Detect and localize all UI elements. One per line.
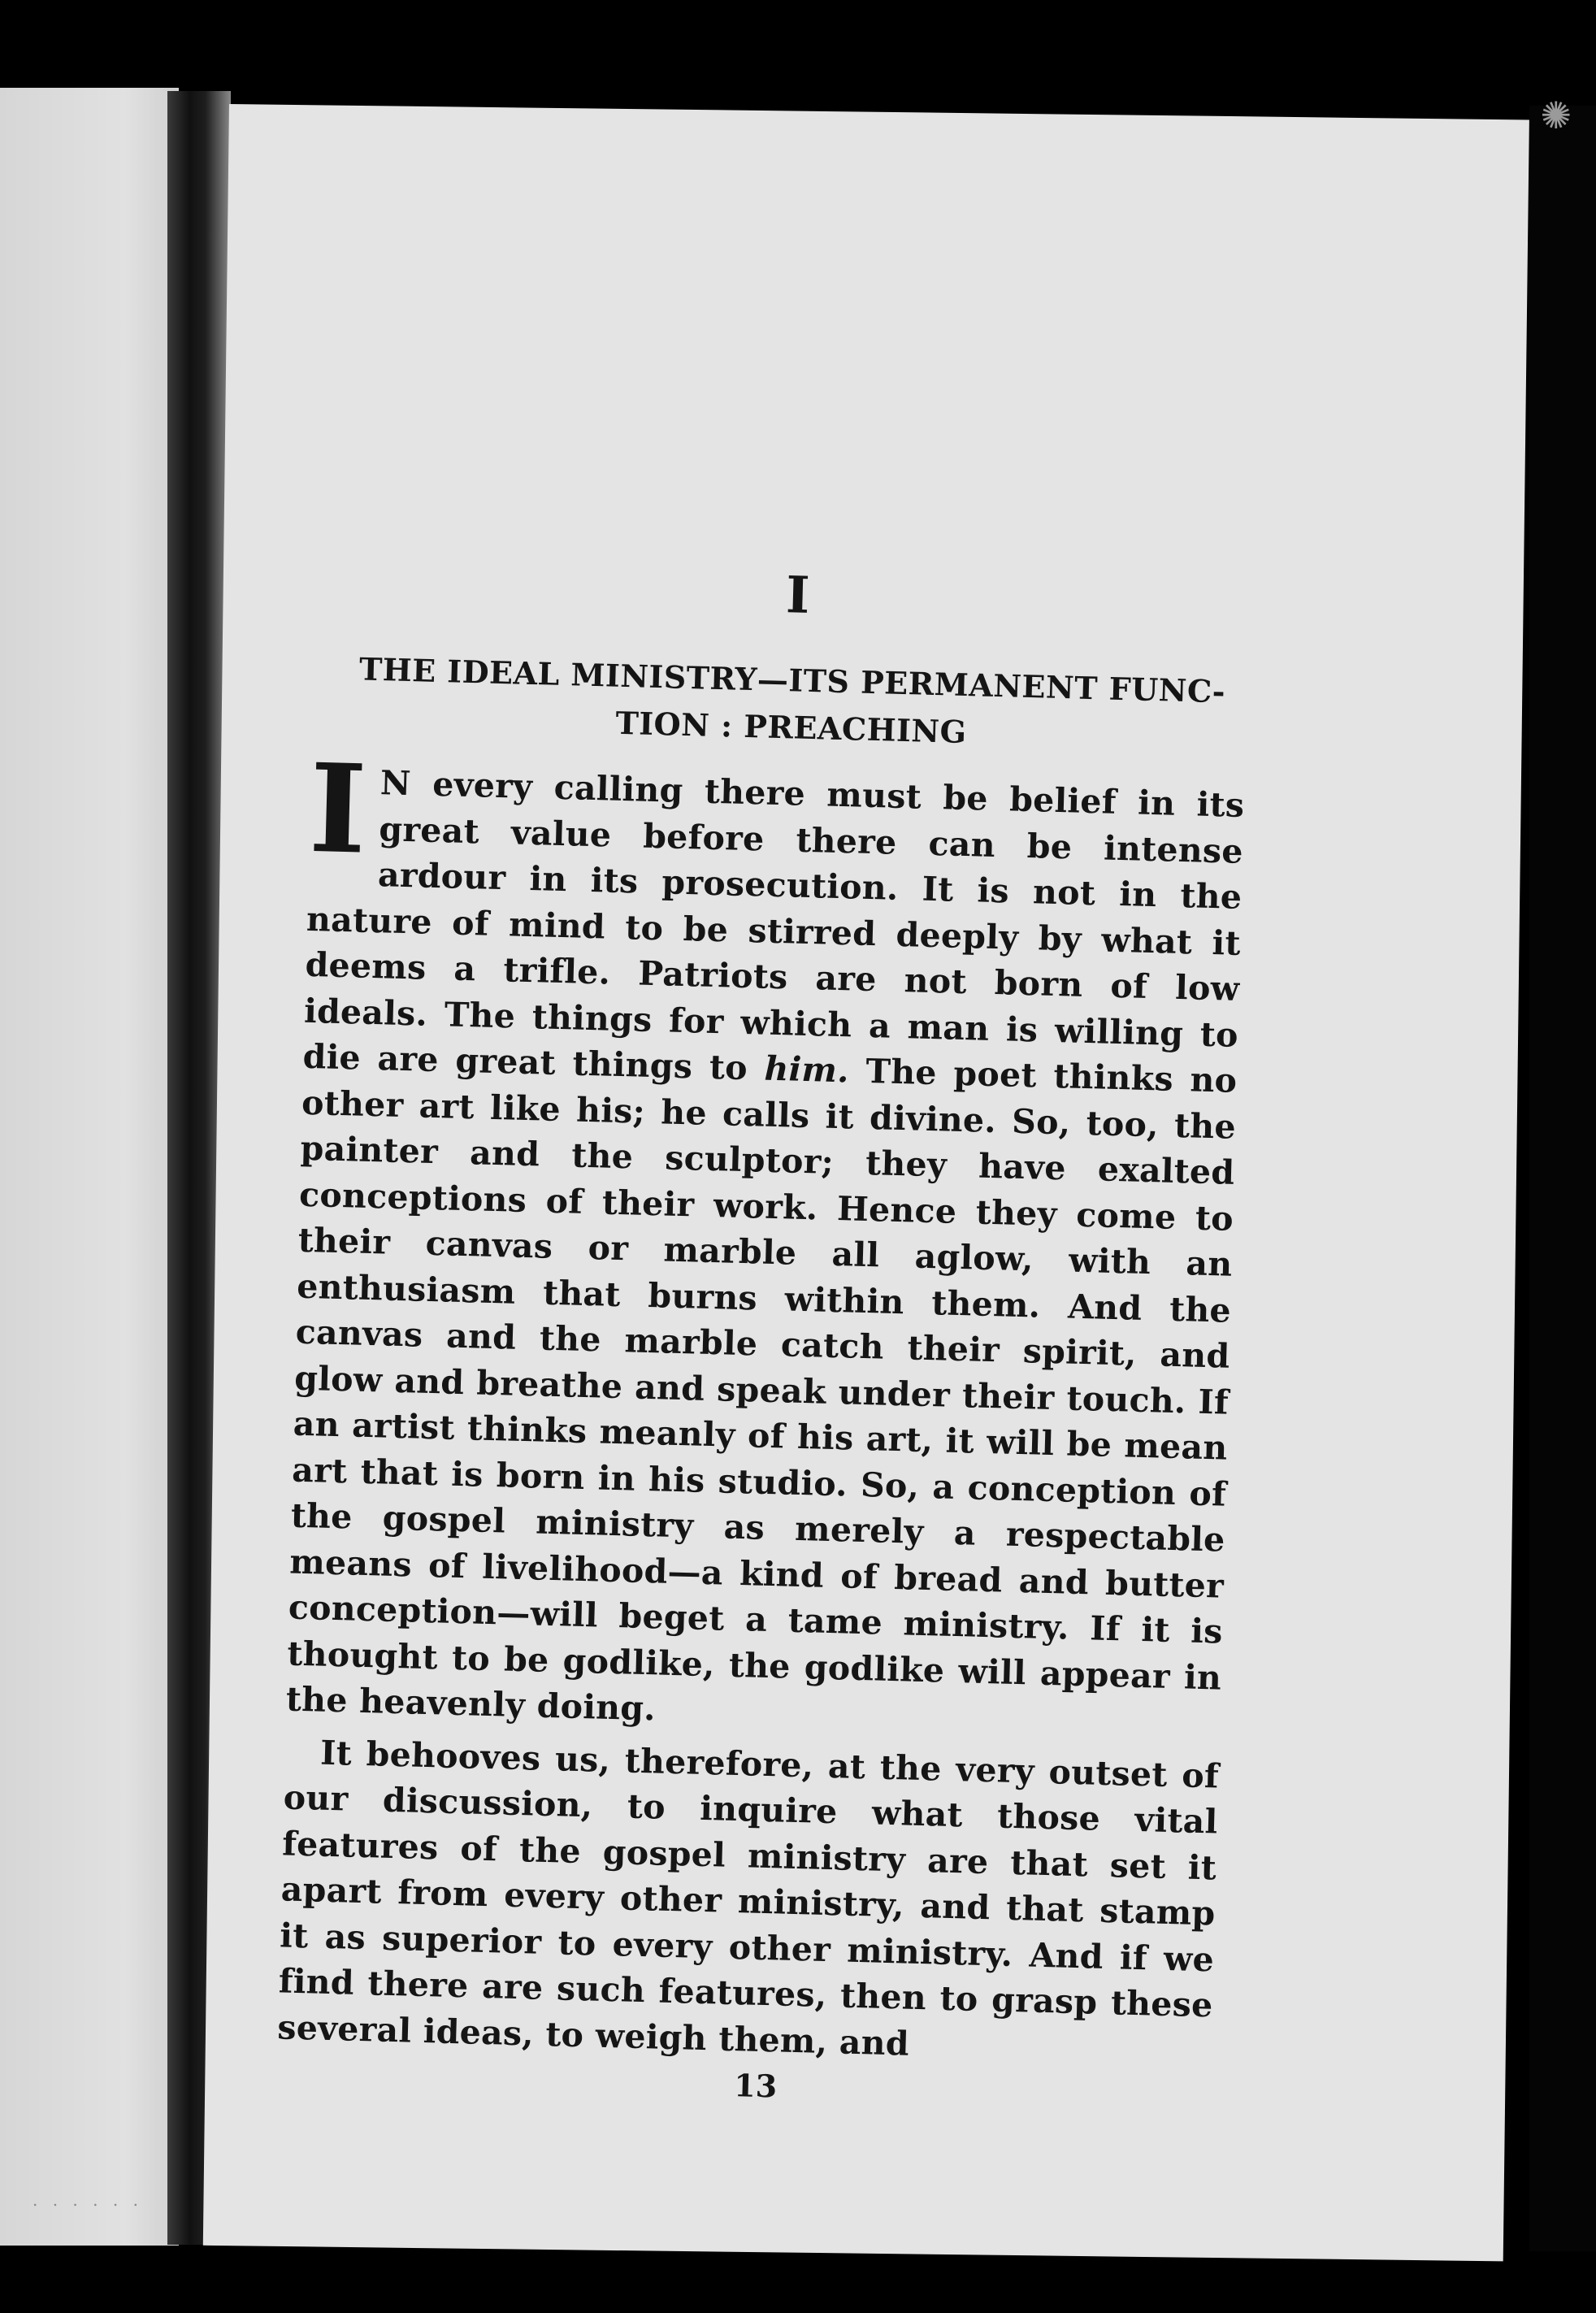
paragraph-2: It behooves us, therefore, at the very outset of our discussion, to inquire what those vital features of the gospel ministry are that set it apart from every other ministry, and that stamp it as superior to every other ministry. And if we find there are such features, then to grasp these several ideas, to weigh them, and	[276, 1733, 1220, 2063]
paragraph-1-emphasis: him.	[763, 1048, 850, 1091]
page-number: 13	[733, 2067, 778, 2105]
chapter-numeral: I	[785, 565, 813, 625]
scan-corner-mark: ✺	[1540, 93, 1572, 137]
drop-cap: I	[307, 736, 369, 882]
scan-border	[1529, 106, 1596, 2251]
paragraph-1-end: The poet thinks no other art like his; he calls it divine. So, too, the painter and the sculptor; they have exalted conceptions of their work. Hence they come to their canvas or marble all aglow, with an enthusiasm that burns within them. And the canvas and the marble catch their spirit, and glow and breathe and speak under their touch. If an artist thinks meanly of his art, it will be mean art that is born in his studio. So, a conception of the gospel ministry as merely a respectable means of livelihood—a kind of bread and butter conception—will beget a tame ministry. If it is thought to be godlike, the godlike will appear in the heavenly doing.	[285, 1051, 1238, 1729]
chapter-title-line2: TION : PREACHING	[614, 704, 968, 751]
margin-dots: . . . . . .	[33, 2190, 143, 2210]
page-content	[275, 520, 1251, 2116]
chapter-title	[336, 645, 1248, 763]
paragraph-1-text: N every calling there must be belief in its great value before there can be intense ardour in its prosecution. It is not in the nature of mind to be stirred deeply by what it deems a trifle. Patriots are not born of low ideals. The things for which a man is willing to die are great things to	[302, 763, 1245, 1088]
paragraph-1	[285, 736, 1245, 1747]
facing-page	[0, 88, 179, 2246]
chapter-title-line1: THE IDEAL MINISTRY—ITS PERMANENT FUNC-	[358, 650, 1226, 710]
